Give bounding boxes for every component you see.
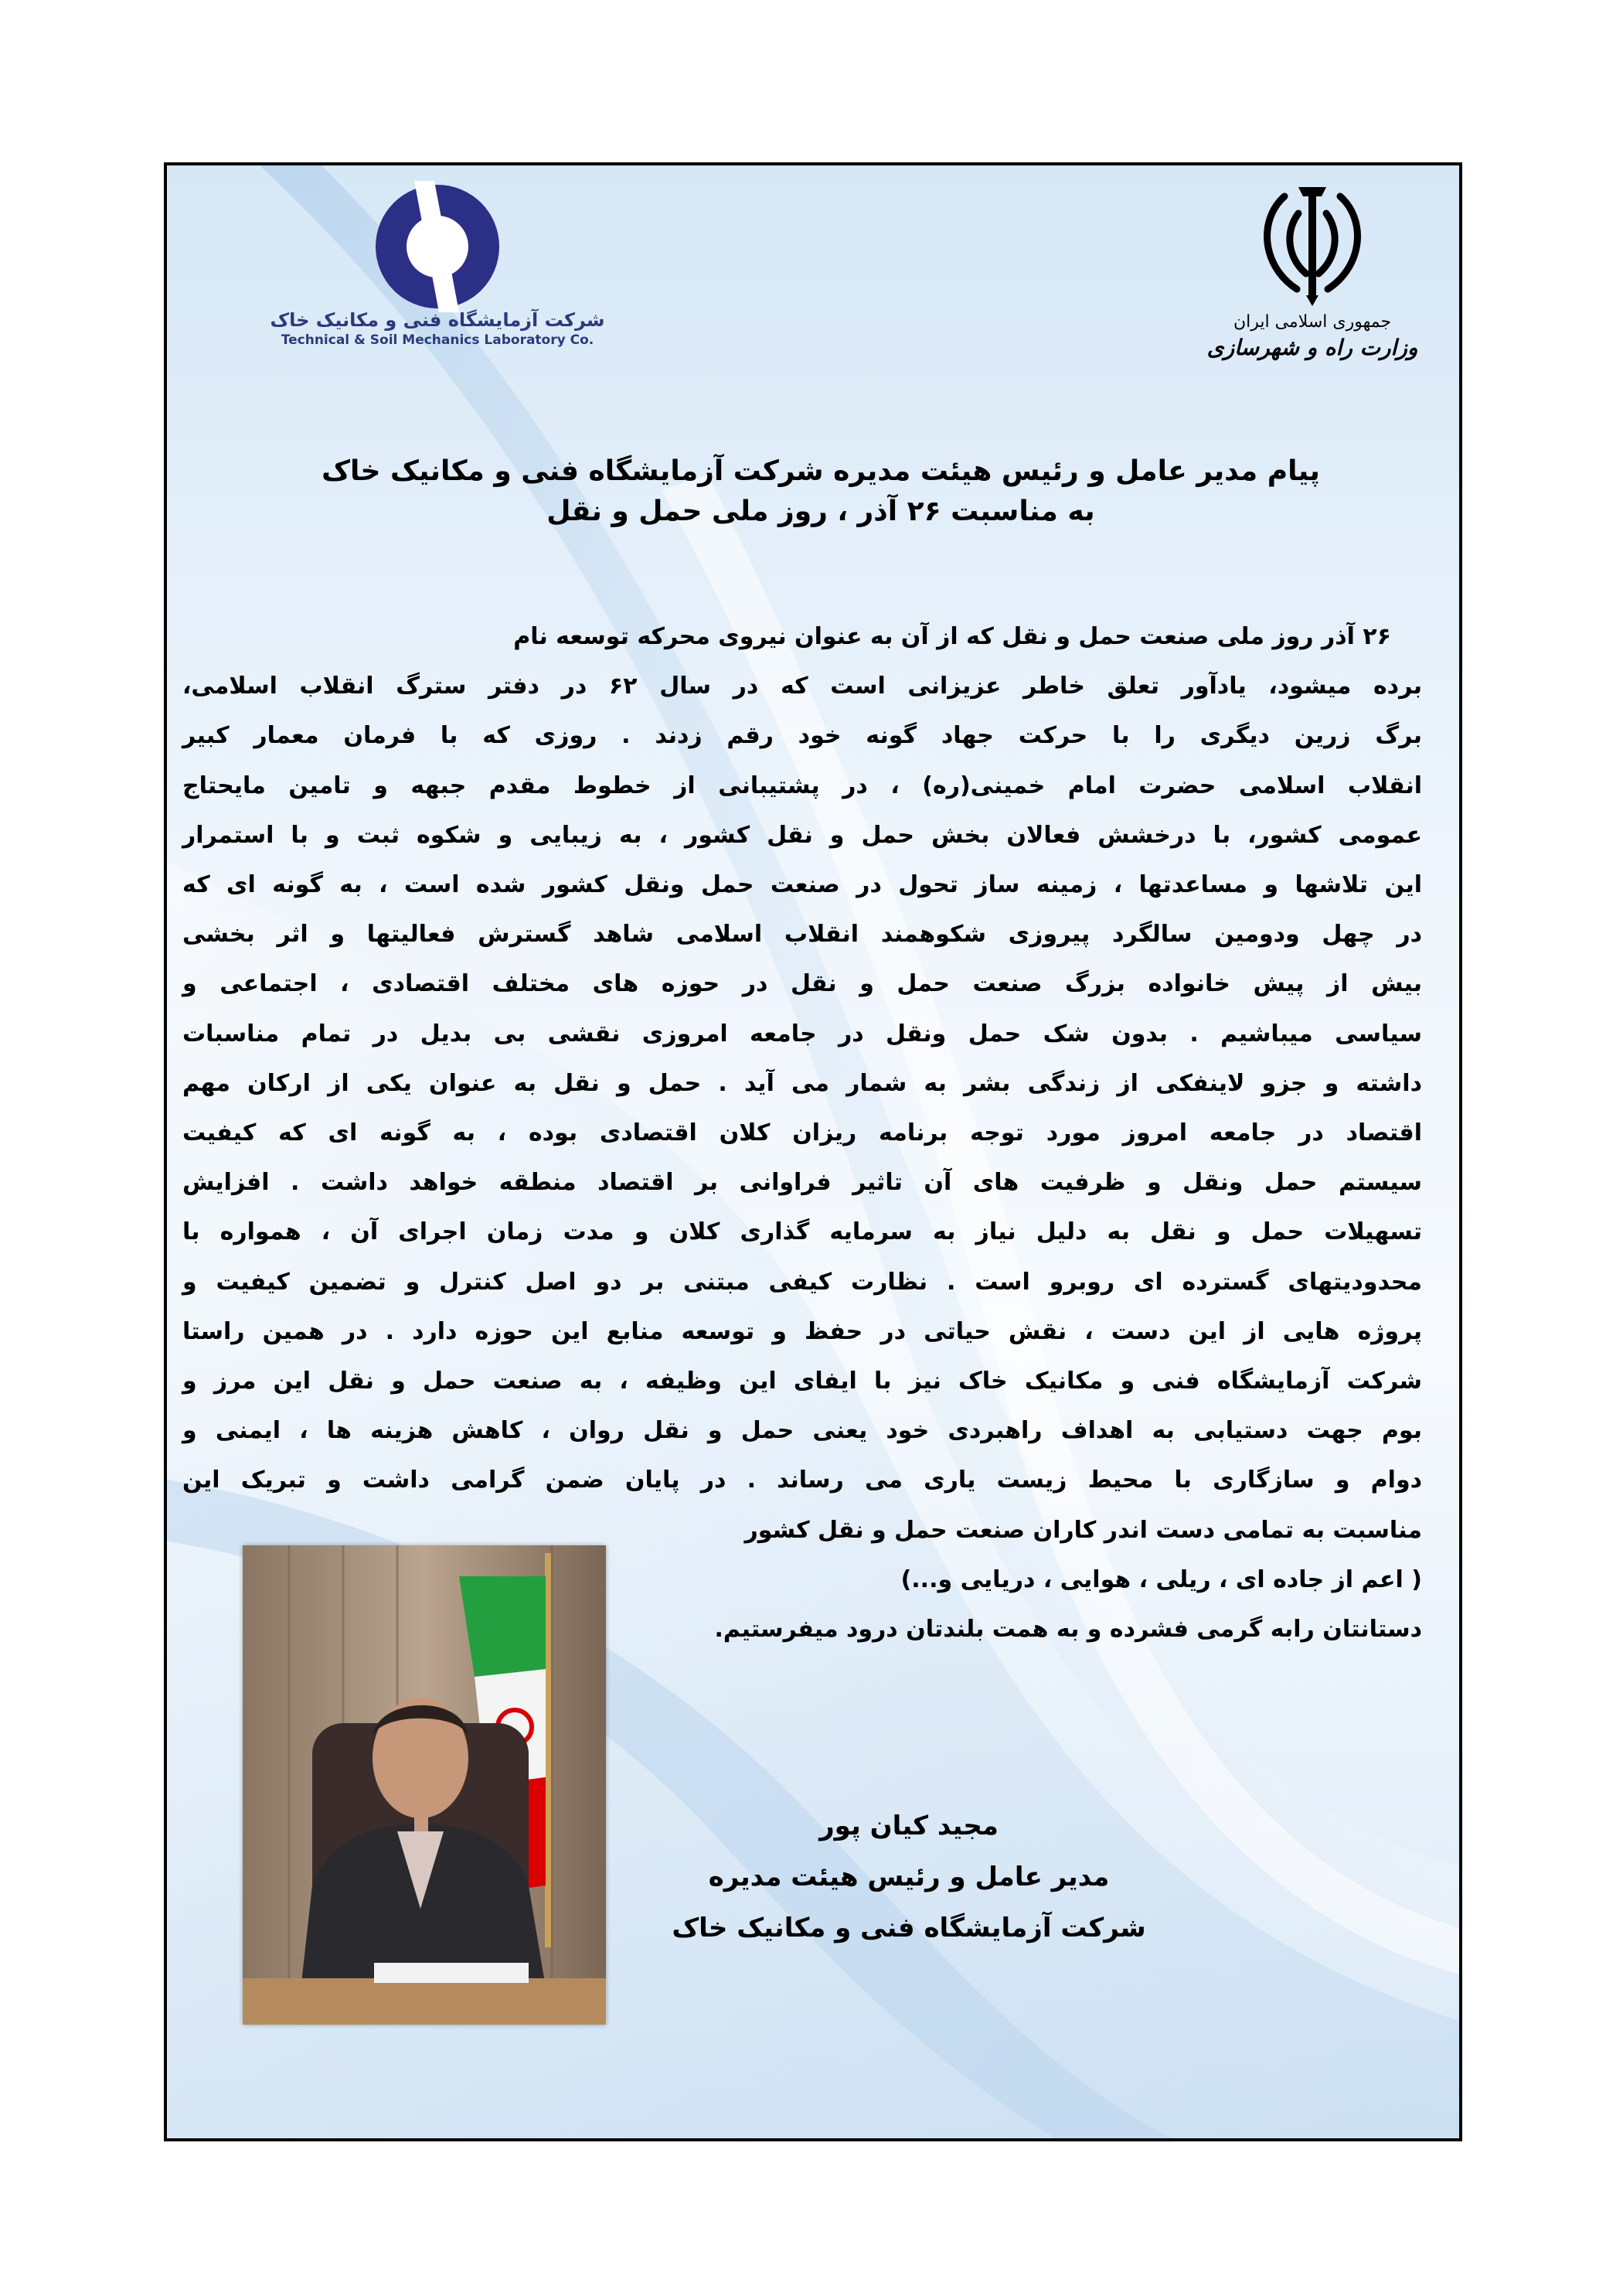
- body-line: سیاسی میباشیم . بدون شک حمل ونقل در جامعه امروزی نقشی بی بدیل در تمام مناسبات: [182, 1020, 1422, 1048]
- company-logo: [267, 181, 607, 348]
- gov-ministry-name: وزارت راه و شهرسازی: [1206, 335, 1418, 360]
- gov-country-name: جمهوری اسلامی ایران: [1233, 312, 1392, 332]
- heading-line-1: پیام مدیر عامل و رئیس هیئت مدیره شرکت آزمایشگاه فنی و مکانیک خاک: [322, 455, 1320, 487]
- company-name-en: Technical & Soil Mechanics Laboratory Co.: [281, 332, 594, 348]
- body-line: مناسبت به تمامی دست اندر کاران صنعت حمل و نقل کشور: [744, 1516, 1422, 1544]
- company-name-fa: شرکت آزمایشگاه فنی و مکانیک خاک: [270, 309, 605, 331]
- government-logo: [1196, 173, 1428, 360]
- signature-name: مجید کیان پور: [819, 1811, 999, 1841]
- company-mark-icon: [360, 181, 515, 312]
- body-line: برده میشود، یادآور تعلق خاطر عزیزانی است که در سال ۶۲ در دفتر سترگ انقلاب اسلامی،: [182, 673, 1423, 700]
- body-line: انقلاب اسلامی حضرت امام خمینی(ره) ، در پشتیبانی از خطوط مقدم جبهه و تامین مایحتاج: [182, 772, 1422, 799]
- body-line: شرکت آزمایشگاه فنی و مکانیک خاک نیز با ایفای این وظیفه ، به صنعت حمل و نقل این مرز و: [182, 1368, 1422, 1395]
- body-line: این تلاشها و مساعدتها ، زمینه ساز تحول در صنعت حمل ونقل کشور شده است ، به گونه ای که: [182, 871, 1422, 899]
- body-line: بوم جهت دستیابی به اهداف راهبردی خود یعنی حمل و نقل روان ، کاهش هزینه ها ، ایمنی و: [182, 1417, 1422, 1445]
- document-frame: [164, 162, 1462, 2141]
- heading-line-2: به مناسبت ۲۶ آذر ، روز ملی حمل و نقل: [546, 496, 1095, 527]
- director-photo: [243, 1545, 606, 2025]
- body-line: ۲۶ آذر روز ملی صنعت حمل و نقل که از آن به عنوان نیروی محرکه توسعه نام: [513, 623, 1391, 650]
- body-line: ( اعم از جاده ای ، ریلی ، هوایی ، دریایی و...): [900, 1565, 1422, 1593]
- message-body: [182, 612, 1422, 1654]
- body-line: دوام و سازگاری با محیط زیست یاری می رساند . در پایان ضمن گرامی داشت و تبریک این: [182, 1467, 1422, 1494]
- signature-block: [662, 1800, 1156, 1954]
- body-line: تسهیلات حمل و نقل به دلیل نیاز به سرمایه گذاری کلان و مدت زمان اجرای آن ، همواره با: [182, 1218, 1422, 1246]
- director-photo-illustration: [243, 1545, 606, 2025]
- body-line: اقتصاد در جامعه امروز مورد توجه برنامه ریزان کلان اقتصادی بوده ، به گونه ای که کیفیت: [182, 1119, 1422, 1147]
- body-line: محدودیتهای گسترده ای روبرو است . نظارت کیفی مبتنی بر دو اصل کنترل و تضمین کیفیت و: [182, 1268, 1422, 1296]
- body-line: داشته و جزو لاینفکی از زندگی بشر به شمار می آید . حمل و نقل به عنوان یکی از ارکان مهم: [182, 1069, 1422, 1097]
- signature-title: مدیر عامل و رئیس هیئت مدیره: [708, 1862, 1110, 1892]
- body-line: سیستم حمل ونقل و ظرفیت های آن تاثیر فراوانی بر اقتصاد منطقه خواهد داشت . افزایش: [182, 1169, 1422, 1197]
- body-line: پروژه هایی از این دست ، نقش حیاتی در حفظ و توسعه منابع این حوزه دارد . در همین راستا: [182, 1317, 1422, 1345]
- message-heading: [229, 451, 1413, 532]
- body-line: برگ زرین دیگری را با حرکت جهاد گونه خود رقم زدند . روزی که با فرمان معمار کبیر: [182, 722, 1422, 750]
- signature-company: شرکت آزمایشگاه فنی و مکانیک خاک: [672, 1913, 1146, 1943]
- body-line: در چهل ودومین سالگرد پیروزی شکوهمند انقلاب اسلامی شاهد گسترش فعالیتها و اثر بخشی: [182, 921, 1422, 949]
- body-line: بیش از پیش خانواده بزرگ صنعت حمل و نقل در حوزه های مختلف اقتصادی ، اجتماعی و: [182, 970, 1422, 998]
- body-line: دستانتان رابه گرمی فشرده و به همت بلندتان درود میفرستیم.: [714, 1616, 1422, 1644]
- body-line: عمومی کشور، با درخشش فعالان بخش حمل و نقل کشور ، به زیبایی و شکوه ثبت و با استمرار: [182, 821, 1422, 849]
- iran-emblem-icon: [1250, 173, 1374, 312]
